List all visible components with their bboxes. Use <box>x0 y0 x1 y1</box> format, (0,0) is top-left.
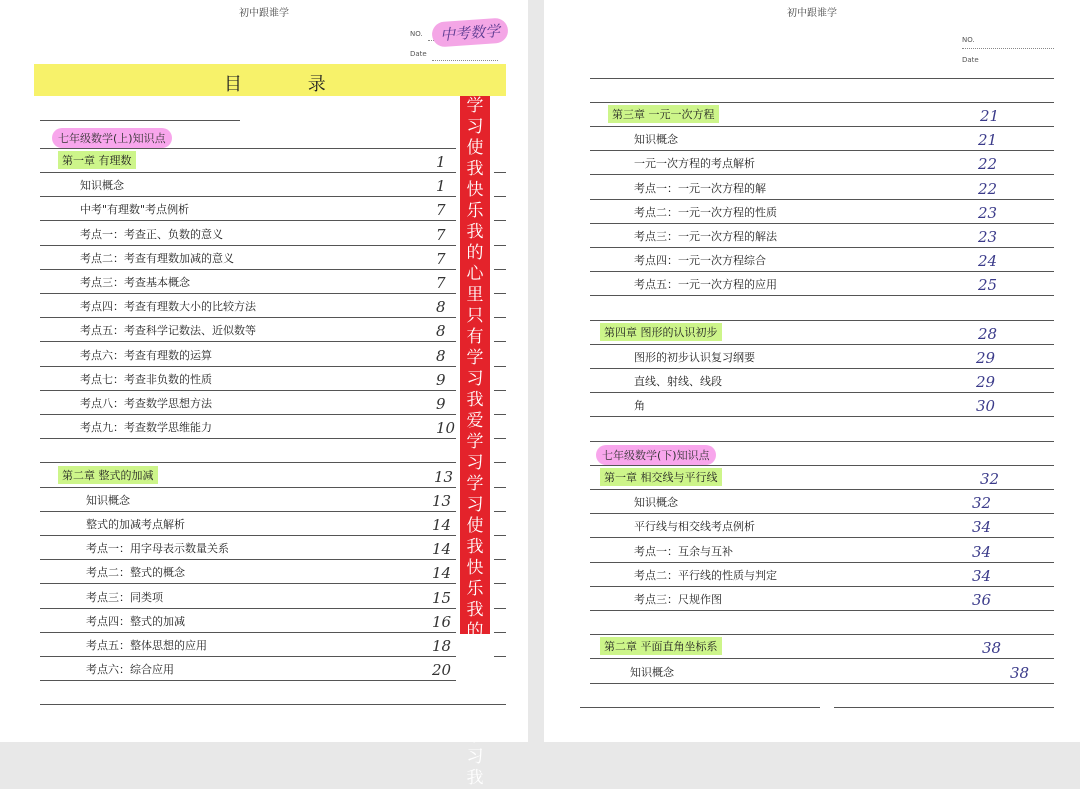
toc-item-label: 知识概念 <box>630 665 674 679</box>
chapter-2 <box>58 463 458 487</box>
toc-item-label: 整式的加减考点解析 <box>86 518 185 531</box>
chapter-6 <box>600 634 1040 658</box>
no-label-right: NO. <box>962 36 975 44</box>
toc-item <box>634 586 1054 610</box>
toc-item <box>634 223 1054 247</box>
toc-item <box>634 368 1054 392</box>
toc-item-page: 23 <box>978 203 998 222</box>
toc-item-label: 考点一：考查正、负数的意义 <box>80 227 223 241</box>
toc-item-label: 考点三：尺规作图 <box>634 593 722 606</box>
toc-item <box>634 199 1054 223</box>
toc-item <box>634 175 1054 199</box>
toc-item <box>86 632 466 656</box>
toc-item-page: 10 <box>436 419 456 438</box>
toc-item-page: 23 <box>978 228 998 246</box>
toc-item-label: 考点一：互余与互补 <box>634 544 733 558</box>
toc-item-page: 34 <box>972 542 992 561</box>
toc-item-page: 15 <box>432 588 452 607</box>
toc-item <box>80 293 460 317</box>
toc-item-page: 25 <box>978 276 998 295</box>
toc-item <box>80 221 460 245</box>
toc-item-label: 考点五：考查科学记数法、近似数等 <box>80 324 256 338</box>
toc-item-label: 平行线与相交线考点例析 <box>634 520 755 534</box>
toc-item-page: 30 <box>976 397 996 416</box>
toc-item-label: 考点五：整体思想的应用 <box>86 639 207 652</box>
chapter-6-label: 第二章 平面直角坐标系 <box>600 637 722 655</box>
toc-item-page: 34 <box>972 518 992 537</box>
chapter-6-page: 38 <box>982 639 1002 658</box>
toc-item <box>634 538 1054 562</box>
chapter-4-page: 28 <box>978 324 998 343</box>
toc-item-page: 7 <box>436 274 446 292</box>
chapter-1-page: 1 <box>436 153 446 171</box>
toc-item <box>634 392 1054 416</box>
toc-item <box>86 511 466 535</box>
toc-item <box>634 513 1054 537</box>
toc-item <box>80 172 460 196</box>
toc-item-label: 知识概念 <box>634 133 678 147</box>
toc-item-label: 图形的初步认识复习纲要 <box>634 351 755 364</box>
toc-item <box>80 414 460 438</box>
toc-item <box>80 317 460 341</box>
toc-item-label: 考点四：一元一次方程综合 <box>634 254 766 268</box>
toc-item-label: 考点二：一元一次方程的性质 <box>634 205 777 219</box>
toc-item-page: 18 <box>432 637 452 655</box>
toc-item-page: 7 <box>436 201 446 220</box>
toc-item-label: 考点九：考查数学思维能力 <box>80 421 212 435</box>
toc-item-page: 13 <box>432 491 452 510</box>
toc-item-label: 考点三：同类项 <box>86 590 163 604</box>
chapter-3 <box>608 102 1048 126</box>
toc-item <box>634 271 1054 295</box>
toc-title-bar <box>34 64 506 96</box>
toc-item <box>634 489 1054 513</box>
chapter-5 <box>600 465 1040 489</box>
toc-item-label: 知识概念 <box>86 493 130 507</box>
toc-item-label: 考点六：考查有理数的运算 <box>80 348 212 362</box>
chapter-5-page: 32 <box>980 470 1000 488</box>
toc-item-page: 8 <box>436 322 446 341</box>
toc-item-page: 22 <box>978 155 998 174</box>
toc-item-page: 7 <box>436 249 446 268</box>
toc-item-page: 24 <box>978 252 998 271</box>
toc-item-label: 考点三：一元一次方程的解法 <box>634 230 777 243</box>
toc-item-page: 29 <box>976 349 996 367</box>
toc-item-label: 考点四：整式的加减 <box>86 614 185 628</box>
toc-item-label: 考点五：一元一次方程的应用 <box>634 278 777 292</box>
toc-item-label: 考点一：用字母表示数量关系 <box>86 542 229 556</box>
motto-banner <box>460 96 490 788</box>
toc-title: 目 录 <box>224 74 356 95</box>
toc-item <box>86 535 466 559</box>
toc-item <box>86 559 466 583</box>
toc-item-page: 8 <box>436 346 446 365</box>
toc-item-label: 一元一次方程的考点解析 <box>634 157 755 171</box>
chapter-4 <box>600 320 1040 344</box>
toc-item-label: 直线、射线、线段 <box>634 375 722 389</box>
left-page <box>0 0 528 788</box>
toc-item <box>86 656 466 680</box>
toc-item <box>80 390 460 414</box>
toc-item-page: 20 <box>432 661 452 680</box>
toc-item <box>80 366 460 390</box>
toc-item <box>634 344 1054 368</box>
toc-item-label: 考点三：考查基本概念 <box>80 276 190 289</box>
page-header-right: 初中跟谁学 <box>787 8 837 19</box>
subject-stamp: 中考数学 <box>431 17 509 47</box>
toc-item-label: 考点八：考查数学思想方法 <box>80 397 212 410</box>
chapter-3-label: 第三章 一元一次方程 <box>608 105 719 123</box>
toc-item-label: 中考"有理数"考点例析 <box>80 203 190 217</box>
toc-item-label: 知识概念 <box>80 179 124 193</box>
toc-item <box>634 126 1054 150</box>
toc-item-page: 7 <box>436 225 446 244</box>
toc-item-label: 考点六：综合应用 <box>86 663 174 677</box>
chapter-4-label: 第四章 图形的认识初步 <box>600 323 722 341</box>
toc-item-page: 14 <box>432 516 452 534</box>
toc-item-label: 知识概念 <box>634 496 678 510</box>
toc-item-label: 考点二：平行线的性质与判定 <box>634 568 777 582</box>
chapter-2-page: 13 <box>434 467 454 486</box>
section-grade7-upper: 七年级数学(上)知识点 <box>52 128 172 148</box>
toc-item-page: 1 <box>436 177 446 196</box>
toc-item-label: 考点七：考查非负数的性质 <box>80 372 212 386</box>
toc-item-page: 29 <box>976 373 996 392</box>
toc-item-page: 21 <box>978 131 998 150</box>
date-label-right: Date <box>962 56 979 64</box>
toc-item <box>80 245 460 269</box>
toc-item-page: 36 <box>972 591 992 609</box>
toc-item-page: 32 <box>972 494 992 513</box>
right-page <box>544 0 1080 742</box>
toc-item <box>634 247 1054 271</box>
toc-item-label: 考点四：考查有理数大小的比较方法 <box>80 300 256 314</box>
toc-item-page: 14 <box>432 540 452 559</box>
chapter-1 <box>58 148 458 172</box>
section-grade7-lower: 七年级数学(下)知识点 <box>596 445 716 465</box>
toc-item-label: 角 <box>634 399 645 413</box>
toc-item-page: 9 <box>436 370 446 389</box>
toc-item <box>86 608 466 632</box>
toc-item-page: 22 <box>978 179 998 198</box>
toc-item-label: 考点二：整式的概念 <box>86 566 185 580</box>
no-label: NO. <box>410 30 423 38</box>
chapter-1-label: 第一章 有理数 <box>58 151 136 169</box>
toc-item-page: 34 <box>972 566 992 585</box>
toc-item-page: 8 <box>436 298 446 317</box>
toc-item <box>86 487 466 511</box>
toc-item-label: 考点二：考查有理数加减的意义 <box>80 251 234 265</box>
toc-item <box>634 562 1054 586</box>
toc-item-page: 14 <box>432 564 452 583</box>
toc-item-label: 考点一：一元一次方程的解 <box>634 181 766 195</box>
toc-item <box>80 196 460 220</box>
page-header: 初中跟谁学 <box>239 8 289 19</box>
motto-text: 学 习 使 我 快 乐 我 的 心 里 只 有 学 习 我 爱 学 习 学 习 使 我 快 乐 我 的 心 里 只 有 学 习 我 <box>466 96 484 788</box>
toc-item <box>80 342 460 366</box>
toc-item <box>86 584 466 608</box>
chapter-3-page: 21 <box>980 107 1000 125</box>
toc-item <box>630 659 1050 683</box>
toc-item-page: 9 <box>436 395 446 413</box>
toc-item-page: 38 <box>1010 663 1030 682</box>
chapter-5-label: 第一章 相交线与平行线 <box>600 468 722 486</box>
date-label: Date <box>410 50 427 58</box>
toc-item <box>80 269 460 293</box>
chapter-2-label: 第二章 整式的加减 <box>58 466 158 484</box>
toc-item <box>634 150 1054 174</box>
toc-item-page: 16 <box>432 612 452 631</box>
